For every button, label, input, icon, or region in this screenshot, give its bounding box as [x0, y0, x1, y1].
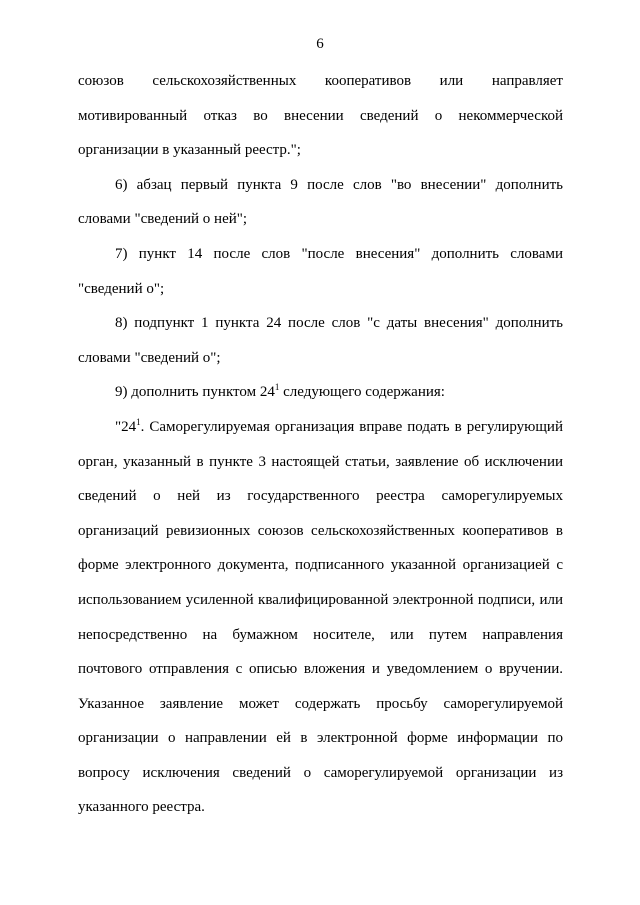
document-body [78, 64, 563, 825]
text-line: организации о направлении ей в электронной форме информации по [78, 730, 563, 747]
text-line: сведений о ней из государственного реестра саморегулируемых [78, 488, 563, 505]
page-number: 6 [316, 36, 324, 52]
superscript: 1 [274, 382, 280, 393]
text-line: почтового отправления с описью вложения и уведомлением о вручении. [78, 661, 563, 678]
text-line: использованием усиленной квалифицированной электронной подписи, или [78, 591, 563, 608]
text-line: союзов сельскохозяйственных кооперативов или направляет [78, 73, 563, 89]
text-line: 6) абзац первый пункта 9 после слов "во внесении" дополнить [115, 176, 563, 193]
text-fragment: следующего содержания: [279, 384, 445, 401]
text-line: Указанное заявление может содержать просьбу саморегулируемой [78, 695, 563, 712]
text-line: словами "сведений о ней"; [78, 211, 248, 228]
text-line: 7) пункт 14 после слов "после внесения" дополнить словами [115, 245, 563, 262]
superscript: 1 [136, 416, 141, 427]
text-line: организаций ревизионных союзов сельскохозяйственных кооперативов в [78, 522, 563, 539]
text-line: вопросу исключения сведений о саморегулируемой организации из [78, 764, 563, 781]
text-line [78, 375, 563, 410]
text-line: словами "сведений о"; [78, 349, 221, 366]
text-fragment: "24 [115, 418, 137, 435]
text-line: форме электронного документа, подписанного указанной организацией с [78, 557, 563, 574]
text-line: указанного реестра. [78, 799, 205, 816]
text-line: "сведений о"; [78, 280, 165, 297]
text-fragment: . Саморегулируемая организация вправе подать в регулирующий [140, 418, 563, 435]
text-line [78, 410, 563, 445]
text-line: организации в указанный реестр."; [78, 142, 301, 159]
text-line: мотивированный отказ во внесении сведений о некоммерческой [78, 107, 563, 124]
text-line: непосредственно на бумажном носителе, или путем направления [78, 626, 563, 643]
text-line: орган, указанный в пункте 3 настоящей статьи, заявление об исключении [78, 453, 563, 470]
text-line: 8) подпункт 1 пункта 24 после слов "с даты внесения" дополнить [115, 315, 563, 332]
text-fragment: 9) дополнить пунктом 24 [115, 384, 275, 401]
